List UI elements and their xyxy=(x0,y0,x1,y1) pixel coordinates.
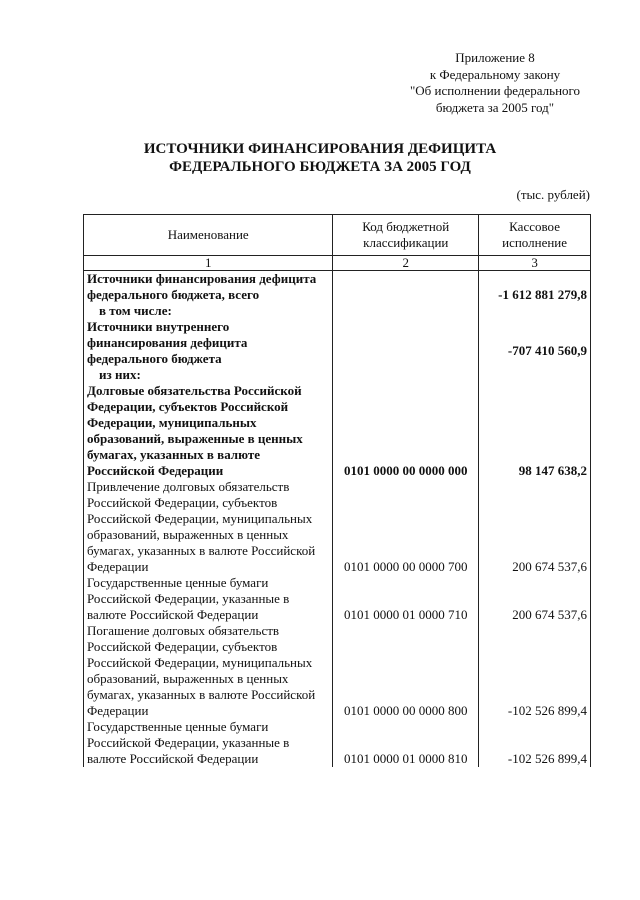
row-value: 98 147 638,2 xyxy=(479,383,591,479)
units-note: (тыс. рублей) xyxy=(516,187,590,202)
column-number: 2 xyxy=(333,256,479,271)
header-name: Наименование xyxy=(84,215,333,256)
appendix-line: бюджета за 2005 год" xyxy=(435,99,555,115)
column-number: 1 xyxy=(84,256,333,271)
appendix-line: Приложение 8 xyxy=(455,50,535,65)
row-name: Государственные ценные бумаги Российской Федерации, указанные в валюте Российской Федерации xyxy=(84,575,333,623)
row-code: 0101 0000 00 0000 700 xyxy=(333,479,479,575)
header-value: Кассовое исполнение xyxy=(479,215,591,256)
row-value: -102 526 899,4 xyxy=(479,623,591,719)
row-code: 0101 0000 01 0000 810 xyxy=(333,719,479,767)
appendix-line: "Об исполнении федерального xyxy=(409,83,581,98)
row-code: 0101 0000 01 0000 710 xyxy=(333,575,479,623)
row-name: Привлечение долговых обязательств Российской Федерации, субъектов Российской Федерации, муниципальных образований, выраженных в ценных бумагах, указанных в валюте Российской Федерации xyxy=(84,479,333,575)
table-row xyxy=(84,271,591,320)
row-value: 200 674 537,6 xyxy=(479,479,591,575)
row-subheading: из них: xyxy=(99,367,141,382)
appendix-reference xyxy=(400,50,590,116)
row-name-text: Источники финансирования дефицита федерального бюджета, всего xyxy=(87,271,317,302)
row-value: -707 410 560,9 xyxy=(479,319,591,383)
row-name: Государственные ценные бумаги Российской Федерации, указанные в валюте Российской Федерации xyxy=(84,719,333,767)
header-code: Код бюджетной классификации xyxy=(333,215,479,256)
row-code xyxy=(333,271,479,320)
document-title xyxy=(100,140,540,176)
row-code: 0101 0000 00 0000 800 xyxy=(333,623,479,719)
row-value: -1 612 881 279,8 xyxy=(479,271,591,320)
budget-table xyxy=(83,214,591,767)
row-name xyxy=(84,319,333,383)
row-name-text: Источники внутреннего финансирования дефицита федерального бюджета xyxy=(87,319,248,366)
table-row xyxy=(84,383,591,479)
title-line: ИСТОЧНИКИ ФИНАНСИРОВАНИЯ ДЕФИЦИТА xyxy=(143,141,497,157)
table-row xyxy=(84,479,591,575)
title-line: ФЕДЕРАЛЬНОГО БЮДЖЕТА ЗА 2005 ГОД xyxy=(169,159,471,175)
row-name xyxy=(84,271,333,320)
table-header-row xyxy=(84,215,591,256)
row-value: 200 674 537,6 xyxy=(479,575,591,623)
row-code xyxy=(333,319,479,383)
row-name: Долговые обязательства Российской Федерации, субъектов Российской Федерации, муниципальных образований, выраженные в ценных бумагах, указанных в валюте Российской Федерации xyxy=(84,383,333,479)
appendix-line: к Федеральному закону xyxy=(429,66,561,82)
table-row xyxy=(84,623,591,719)
row-code: 0101 0000 00 0000 000 xyxy=(333,383,479,479)
column-number: 3 xyxy=(479,256,591,271)
table-row xyxy=(84,575,591,623)
table-row xyxy=(84,319,591,383)
column-number-row xyxy=(84,256,591,271)
row-value: -102 526 899,4 xyxy=(479,719,591,767)
table-row xyxy=(84,719,591,767)
row-name: Погашение долговых обязательств Российской Федерации, субъектов Российской Федерации, муниципальных образований, выраженных в ценных бумагах, указанных в валюте Российской Федерации xyxy=(84,623,333,719)
row-subheading: в том числе: xyxy=(99,303,172,318)
